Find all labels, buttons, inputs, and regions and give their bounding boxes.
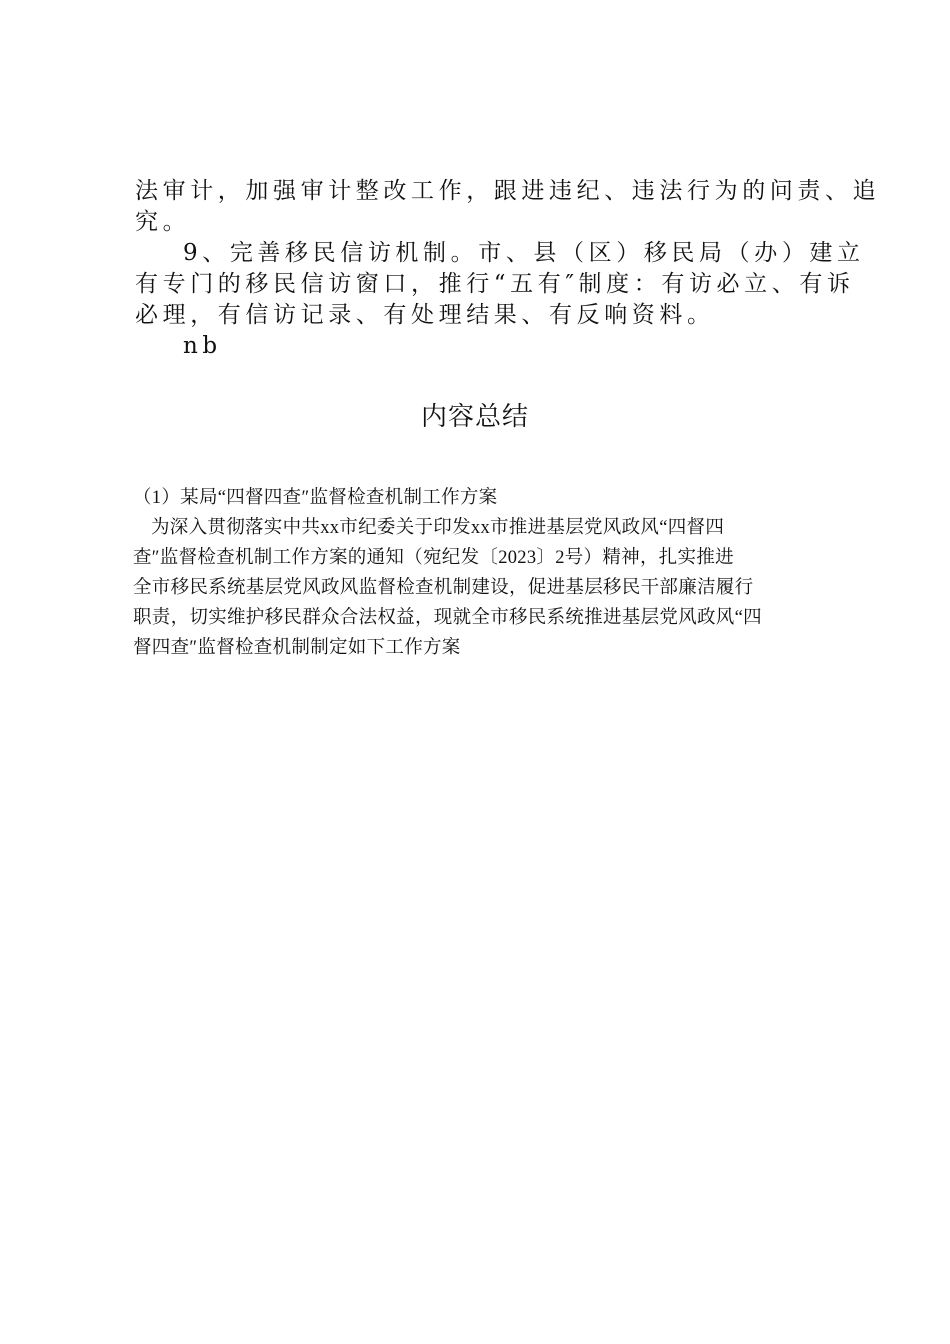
text-line: 法审计，加强审计整改工作，跟进违纪、违法行为的问责、追	[135, 178, 881, 204]
summary-line: 查″监督检查机制工作方案的通知（宛纪发〔2023〕2号）精神，扎实推进	[133, 548, 734, 568]
summary-line: 全市移民系统基层党风政风监督检查机制建设，促进基层移民干部廉洁履行	[133, 578, 754, 598]
summary-line: 职责，切实维护移民群众合法权益，现就全市移民系统推进基层党风政风“四	[133, 608, 762, 628]
summary-line: （1）某局“四督四查″监督检查机制工作方案	[133, 488, 498, 508]
text-line: 有专门的移民信访窗口，推行“五有″制度：有访必立、有诉	[135, 271, 855, 297]
summary-body	[133, 483, 833, 663]
text-line: 究。	[135, 209, 191, 235]
continued-body-text	[135, 176, 881, 362]
summary-heading: 内容总结	[420, 402, 529, 432]
text-line: 9、完善移民信访机制。市、县（区）移民局（办）建立	[183, 240, 865, 266]
text-line: 必理，有信访记录、有处理结果、有反响资料。	[135, 302, 715, 328]
summary-line: 督四查″监督检查机制制定如下工作方案	[133, 638, 461, 658]
text-line: nb	[183, 333, 222, 359]
summary-line: 为深入贯彻落实中共xx市纪委关于印发xx市推进基层党风政风“四督四	[151, 518, 725, 538]
